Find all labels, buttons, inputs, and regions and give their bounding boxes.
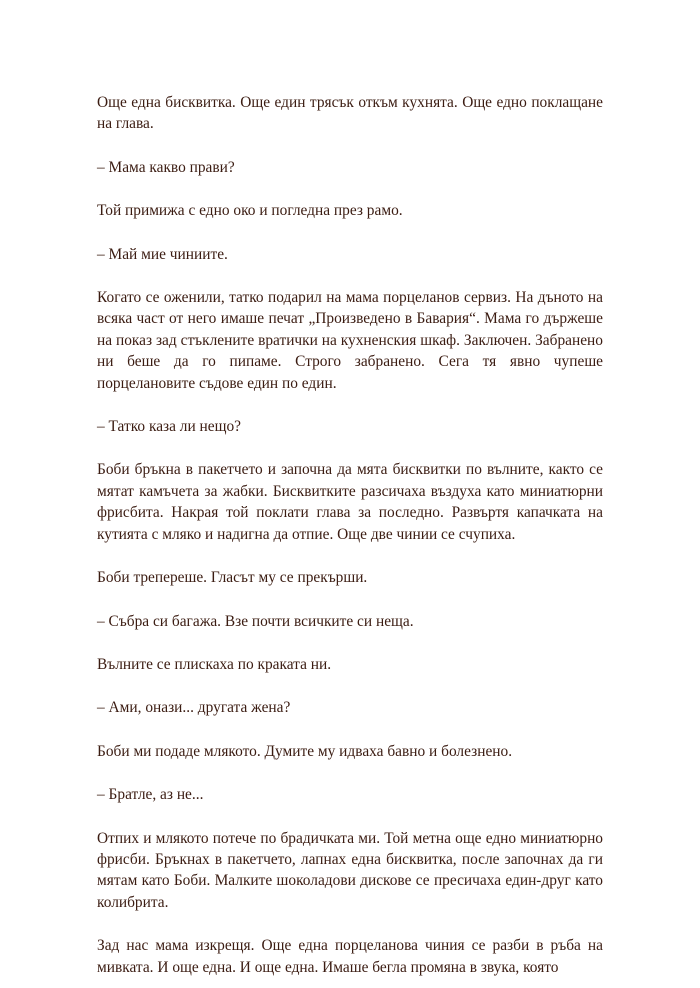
paragraph-5: Когато се оженили, татко подарил на мама порцеланов сервиз. На дъното на всяка част от него имаше печат „Произведено в Бавария“. Мама го държеше на показ зад стъклените вратички на кухненския шкаф. Заключен. Забранено ни беше да го пипаме. Строго забранено. Сега тя явно чупеше порцелановите съдове един по един. — [97, 289, 603, 392]
paragraph-2: – Мама какво прави? — [97, 158, 235, 176]
paragraph-9: – Събра си багажа. Взе почти всичките си неща. — [97, 612, 414, 630]
paragraph-12: Боби ми подаде млякото. Думите му идваха бавно и болезнено. — [97, 742, 513, 760]
paragraph-13: – Братле, аз не... — [97, 786, 204, 804]
paragraph-6: – Татко каза ли нещо? — [97, 418, 242, 436]
paragraph-4: – Май мие чиниите. — [97, 245, 228, 263]
paragraph-8: Боби трепереше. Гласът му се прекърши. — [97, 569, 368, 587]
paragraph-15: Зад нас мама изкрещя. Още една порцеланова чиния се разби в ръба на мивката. И още една. И още една. Имаше бегла промяна в звука, която — [97, 937, 603, 976]
paragraph-1: Още една бисквитка. Още един трясък откъм кухнята. Още едно поклащане на глава. — [97, 94, 603, 133]
paragraph-10: Вълните се плискаха по краката ни. — [97, 655, 332, 673]
paragraph-7: Боби бръкна в пакетчето и започна да мята бисквитки по вълните, както се мятат камъчета за жабки. Бисквитките разсичаха въздуха като миниатюрни фрисбита. Накрая той поклати глава за последно. Развъртя капачката на кутията с мляко и надигна да отпие. Още две чинии се счупиха. — [97, 461, 603, 543]
paragraph-11: – Ами, онази... другата жена? — [97, 699, 291, 717]
paragraph-3: Той примижа с едно око и погледна през рамо. — [97, 202, 403, 220]
body-text — [97, 92, 603, 978]
paragraph-14: Отпих и млякото потече по брадичката ми. Той метна още едно миниатюрно фрисби. Бръкнах в пакетчето, лапнах една бисквитка, после започнах да ги мятам като Боби. Малките шоколадови дискове се пресичаха един-друг като колибрита. — [97, 829, 603, 911]
